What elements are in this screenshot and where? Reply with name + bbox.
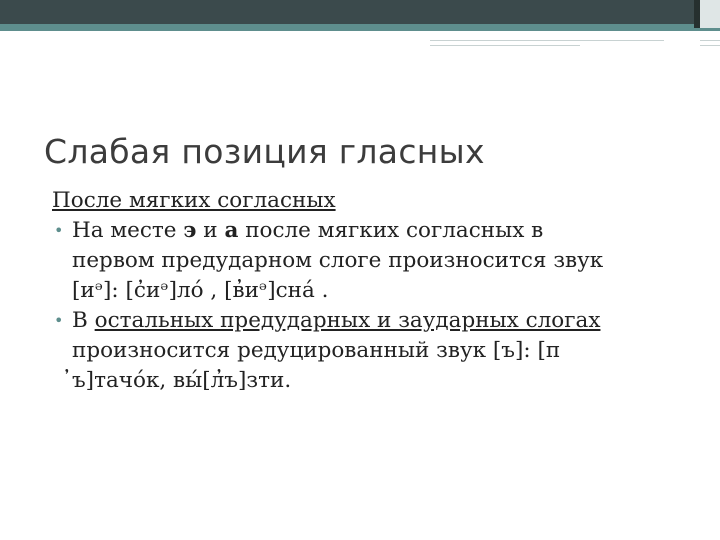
letter-a: а	[224, 218, 239, 243]
top-decorative-bar	[0, 0, 720, 24]
bullet-list	[52, 216, 692, 396]
bullet2-line3: ̓ъ]тачо́к, вы́[л̓ъ]зти.	[72, 368, 292, 393]
bullet1-line1-end: после мягких согласных в	[238, 218, 544, 243]
decorative-line	[430, 45, 580, 46]
subheading: После мягких согласных	[52, 188, 336, 213]
bullet2-prefix: В	[72, 308, 95, 333]
letter-e: э	[183, 218, 197, 243]
decorative-line	[700, 40, 720, 41]
bullet-icon: •	[54, 221, 64, 240]
bullet1-and: и	[196, 218, 225, 243]
bullet2-line2: произносится редуцированный звук [ъ]: [п	[72, 338, 561, 363]
top-accent-stripe	[0, 24, 720, 31]
bullet1-line2: первом предударном слоге произносится звук	[72, 248, 604, 273]
decorative-line	[430, 40, 664, 41]
slide-title: Слабая позиция гласных	[44, 132, 485, 172]
bullet-item-1	[52, 216, 692, 306]
bullet2-underlined: остальных предударных и заударных слогах	[94, 308, 601, 333]
bullet1-line3: [иᵊ]: [с̓иᵊ]ло́ , [в̓иᵊ]сна́ .	[72, 278, 329, 303]
bullet-icon: •	[54, 311, 64, 330]
decorative-line	[700, 45, 720, 46]
bullet-item-2	[52, 306, 692, 396]
top-right-tab	[700, 0, 720, 28]
bullet1-text-before: На месте	[72, 218, 184, 243]
slide-content	[52, 186, 692, 396]
